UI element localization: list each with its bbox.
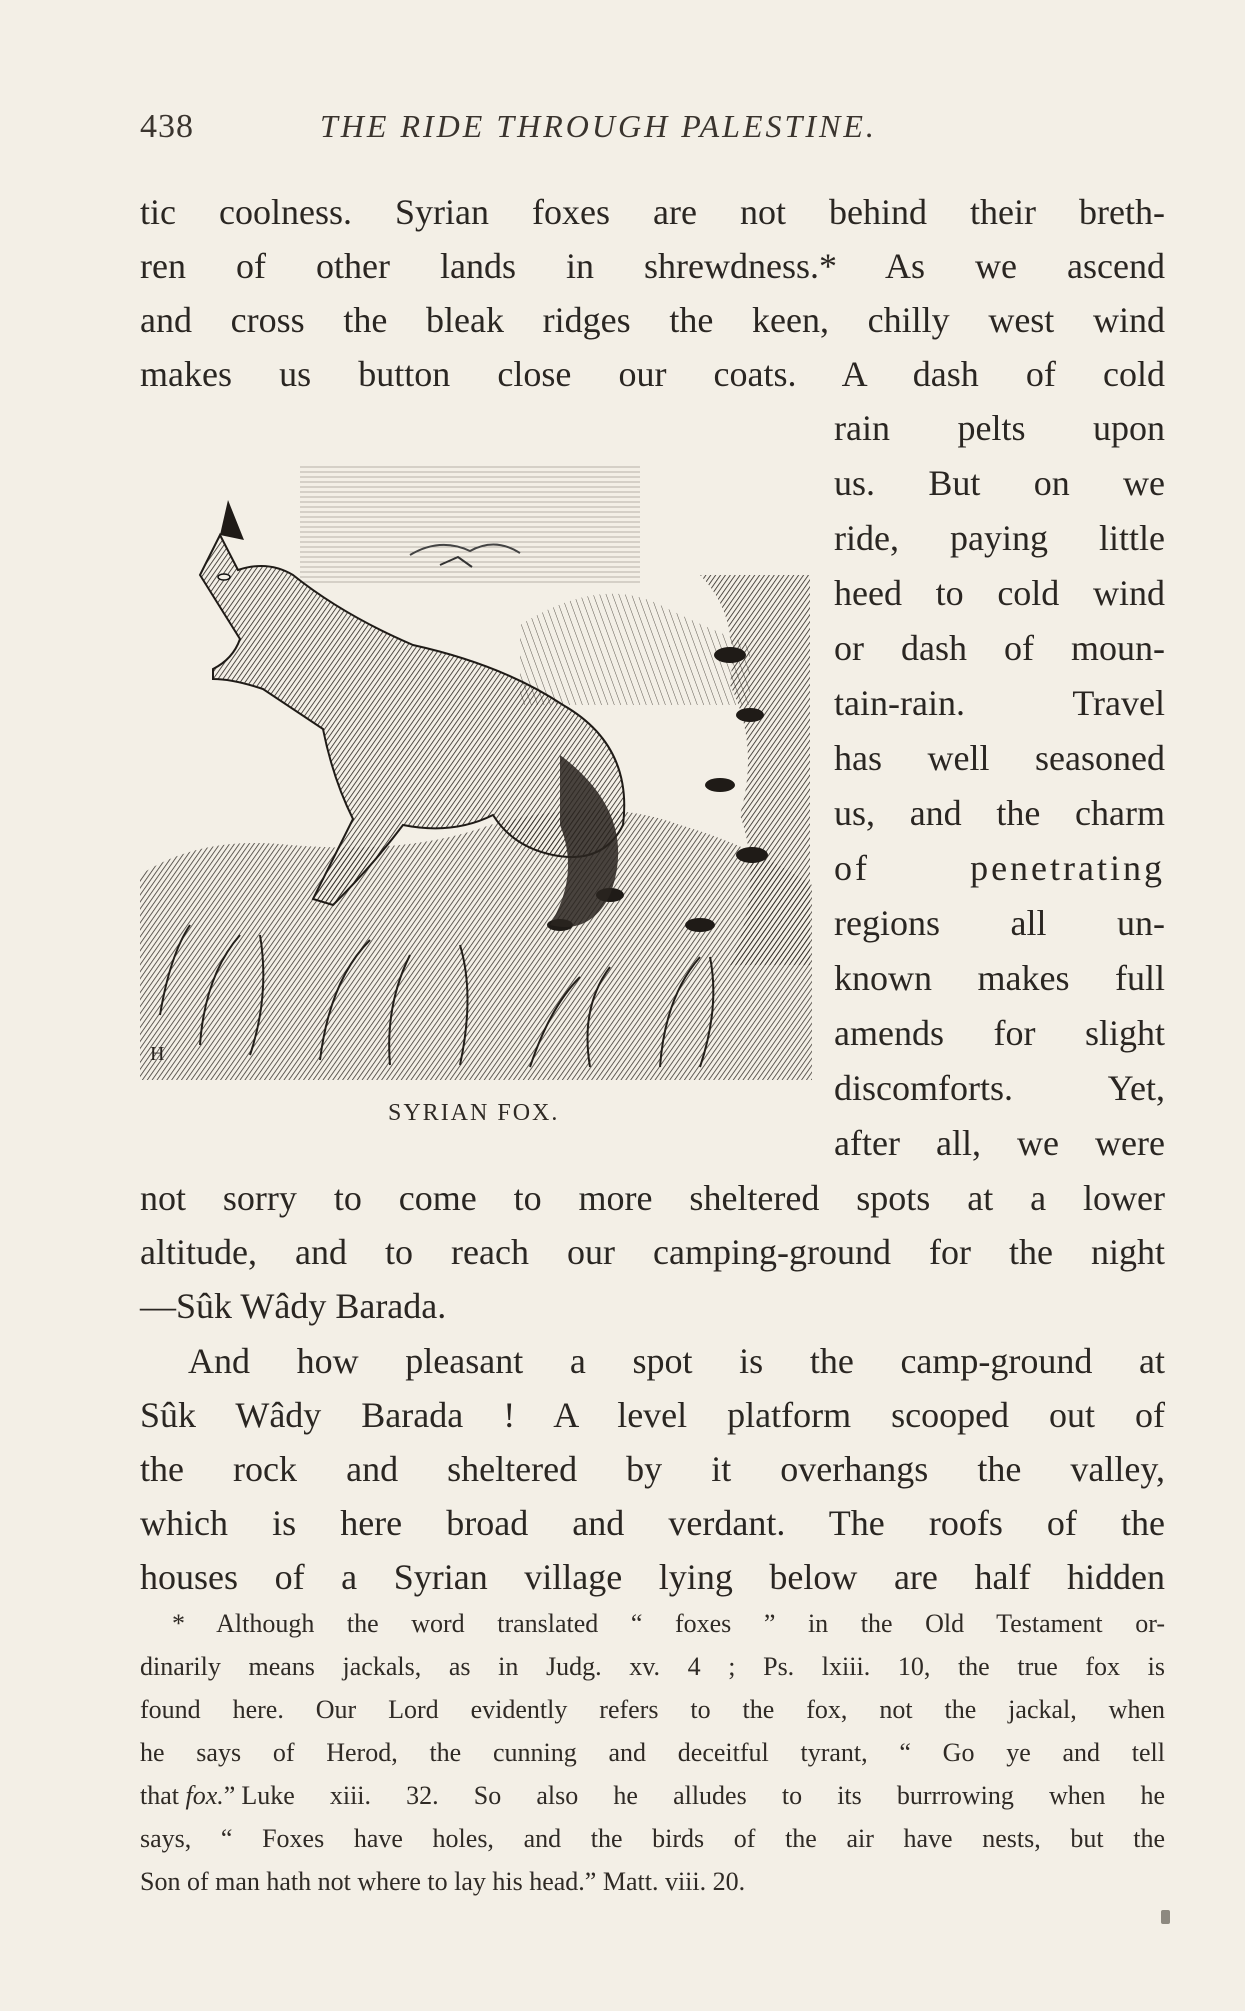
- body-line: tic coolness. Syrian foxes are not behind their breth-: [140, 192, 1165, 232]
- body-line: —Sûk Wâdy Barada.: [140, 1286, 447, 1326]
- footnote-close-quote: ”: [223, 1781, 236, 1810]
- footnote-that: that: [140, 1781, 186, 1810]
- body-line: of penetrating: [834, 848, 1165, 888]
- footnote-fox-italic: fox.: [185, 1781, 224, 1810]
- body-line: makes us button close our coats. A dash of cold: [140, 354, 1165, 394]
- body-line: ride, paying little: [834, 518, 1165, 558]
- body-line: us. But on we: [834, 463, 1165, 503]
- body-line: And how pleasant a spot is the camp-ground at: [188, 1341, 1165, 1381]
- footnote-line: Luke xiii. 32. So also he alludes to its burrrowing when he: [241, 1781, 1165, 1810]
- body-line: Sûk Wâdy Barada ! A level platform scooped out of: [140, 1395, 1165, 1435]
- body-line: discomforts. Yet,: [834, 1068, 1165, 1108]
- figure-caption: SYRIAN FOX.: [388, 1100, 560, 1126]
- body-line: after all, we were: [834, 1123, 1165, 1163]
- page-header: [140, 108, 1000, 152]
- body-line: known makes full: [834, 958, 1165, 998]
- body-line: tain-rain. Travel: [834, 683, 1165, 723]
- footnote-line: found here. Our Lord evidently refers to the fox, not the jackal, when: [140, 1695, 1165, 1724]
- body-line: heed to cold wind: [834, 573, 1165, 613]
- body-line: amends for slight: [834, 1013, 1165, 1053]
- footnote-line: says, “ Foxes have holes, and the birds of the air have nests, but the: [140, 1824, 1165, 1853]
- body-line: the rock and sheltered by it overhangs the valley,: [140, 1449, 1165, 1489]
- body-line: ren of other lands in shrewdness.* As we ascend: [140, 246, 1165, 286]
- body-line: which is here broad and verdant. The roofs of the: [140, 1503, 1165, 1543]
- running-title: THE RIDE THROUGH PALESTINE.: [320, 108, 877, 144]
- body-line: houses of a Syrian village lying below are half hidden: [140, 1557, 1165, 1597]
- body-line: us, and the charm: [834, 793, 1165, 833]
- footnote-line: Son of man hath not where to lay his head.” Matt. viii. 20.: [140, 1867, 746, 1896]
- body-line: rain pelts upon: [834, 408, 1165, 448]
- body-line: altitude, and to reach our camping-ground for the night: [140, 1232, 1165, 1272]
- footnote-line-mixed: [140, 1774, 1165, 1817]
- footnote-line: dinarily means jackals, as in Judg. xv. 4 ; Ps. lxiii. 10, the true fox is: [140, 1652, 1165, 1681]
- body-line: and cross the bleak ridges the keen, chilly west wind: [140, 300, 1165, 340]
- body-line: not sorry to come to more sheltered spots at a lower: [140, 1178, 1165, 1218]
- body-line: or dash of moun-: [834, 628, 1165, 668]
- syrian-fox-engraving: [140, 455, 812, 1080]
- engraver-mark: H: [150, 1043, 165, 1065]
- footnote-line: * Although the word translated “ foxes ” in the Old Testament or-: [172, 1609, 1165, 1638]
- body-line: has well seasoned: [834, 738, 1165, 778]
- page-number: 438: [140, 108, 194, 145]
- ink-mark: [1161, 1910, 1170, 1924]
- footnote-line: he says of Herod, the cunning and deceitful tyrant, “ Go ye and tell: [140, 1738, 1165, 1767]
- footnote-inline-group: [140, 1774, 235, 1817]
- body-line: regions all un-: [834, 903, 1165, 943]
